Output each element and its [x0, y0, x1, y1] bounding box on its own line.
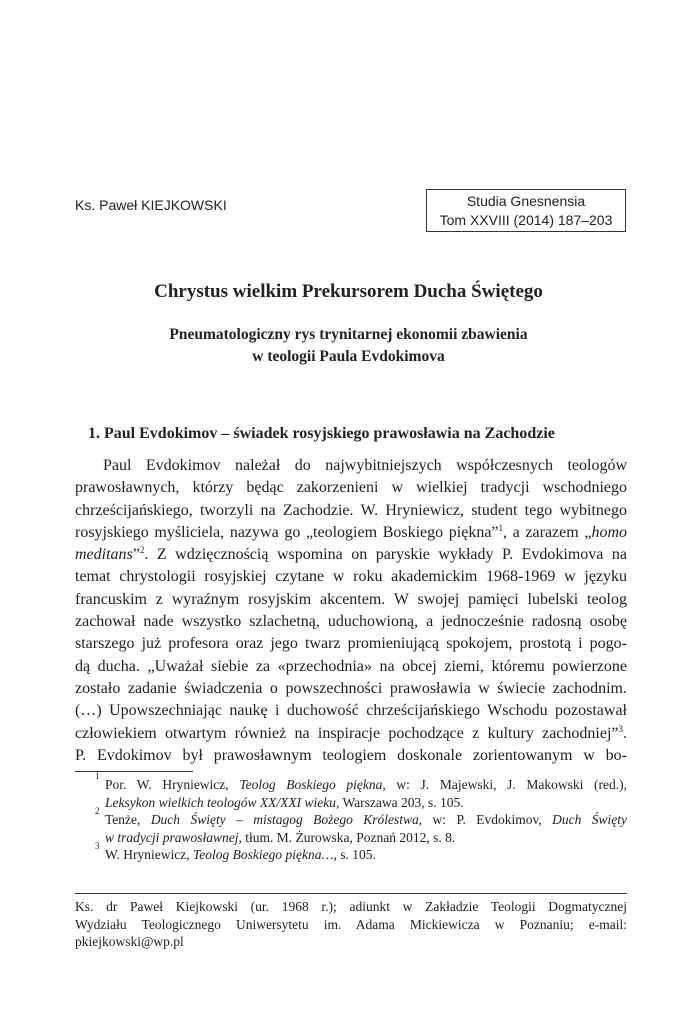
- footnote-line: [105, 846, 627, 864]
- body-line: [75, 723, 627, 745]
- body-text-run: .: [623, 724, 627, 742]
- body-line: zachował nade wszystko szlachetną, uduchowioną, a jednocześnie radosną osobę: [75, 613, 627, 631]
- footnote-line: [105, 829, 627, 847]
- footnote-separator: [75, 771, 193, 772]
- footnote-title: Teolog Boskiego piękna…: [192, 847, 334, 863]
- body-text-run: ”: [132, 546, 140, 564]
- footnote-ref[interactable]: 3: [618, 723, 623, 734]
- subtitle-line-2: w teologii Paula Evdokimova: [252, 348, 445, 365]
- affiliation-separator: [75, 893, 627, 894]
- footnote-2: 2 Tenże, Duch Święty – mistagog Bożego Królestwa, w: P. Evdokimov, Duch Święty w tradycji prawosławnej, tłum. M. Żurowska, Poznań 2012, s. 8.: [95, 806, 628, 845]
- subtitle-line-1: Pneumatologiczny rys trynitarnej ekonomii zbawienia: [169, 326, 528, 343]
- section-heading: 1. Paul Evdokimov – świadek rosyjskiego prawosławia na Zachodzie: [88, 425, 555, 442]
- body-text-run: , a zarazem „: [503, 523, 592, 541]
- footnote-title: Leksykon wielkich teologów XX/XXI wieku: [105, 794, 336, 810]
- body-text-run: . Z wdzięcznością wspomina on paryskie wykłady P. Evdokimova na: [144, 546, 627, 564]
- footnote-text: , Warszawa 203, s. 105.: [335, 794, 464, 810]
- body-line: zostało zadanie świadczenia o powszechności prawosławia w świecie zachodnim.: [75, 679, 627, 697]
- affiliation-line: Ks. dr Paweł Kiejkowski (ur. 1968 r.); adiunkt w Zakładzie Teologii Dogmatycznej: [75, 899, 627, 914]
- footnotes: [75, 771, 628, 864]
- author-email[interactable]: pkiejkowski@wp.pl: [75, 934, 184, 950]
- author-name: Ks. Paweł KIEJKOWSKI: [75, 197, 227, 213]
- body-paragraph: [75, 455, 627, 767]
- footnote-ref[interactable]: 1: [498, 522, 504, 533]
- body-text-run: rosyjskiego myśliciela, nazywa go „teologiem Boskiego piękna”: [75, 523, 499, 541]
- footnote-title: Teolog Boskiego piękna: [239, 777, 383, 792]
- body-line: [75, 522, 627, 544]
- footnote-text: Tenże,: [105, 812, 151, 828]
- footnote-text: , w: J. Majewski, J. Makowski (red.),: [382, 777, 628, 792]
- body-line: P. Evdokimov był prawosławnym teologiem doskonale zorientowanym w bo-: [75, 746, 627, 764]
- footnote-3: 3 W. Hryniewicz, Teolog Boskiego piękna…, s. 105.: [75, 846, 627, 864]
- footnote-title: Duch Święty: [552, 812, 628, 828]
- body-line: (…) Upowszechniając naukę i duchowość chrześcijańskiego Wschodu pozostawał: [75, 702, 627, 720]
- body-text-run: człowiekiem otwartym również na inspiracje pochodzące z kultury zachodniej”: [75, 724, 619, 742]
- footnote-title: w tradycji prawosławnej: [105, 829, 239, 845]
- body-line: dą ducha. „Uważał siebie za «przechodnia» na obcej ziemi, któremu powierzone: [75, 657, 627, 675]
- article-subtitle: [0, 324, 697, 368]
- body-line: temat chrystologii rosyjskiej czytane w roku akademickim 1968-1969 w języku: [75, 568, 627, 586]
- body-line: chrześcijańskiego, tworzyli na Zachodzie. W. Hryniewicz, student tego wybitnego: [75, 501, 627, 519]
- footnote-text: Por. W. Hryniewicz,: [105, 777, 240, 792]
- footnote-ref[interactable]: 2: [139, 545, 145, 556]
- author-affiliation: [75, 898, 627, 951]
- journal-volume: Tom XXVIII (2014) 187–203: [439, 212, 613, 228]
- body-line: [75, 544, 627, 566]
- footnote-text: , tłum. M. Żurowska, Poznań 2012, s. 8.: [238, 829, 456, 845]
- footnote-title: Duch Święty – mistagog Bożego Królestwa: [150, 812, 419, 828]
- body-line: Paul Evdokimov należał do najwybitniejszych współczesnych teologów: [103, 457, 627, 474]
- journal-citation-box: [426, 189, 626, 232]
- body-line: starszego już profesora oraz jego twarz promieniującą spokojem, prostotą i pogo-: [75, 635, 627, 653]
- italic-term: meditans: [75, 546, 133, 564]
- footnote-1: 1 Por. W. Hryniewicz, Teolog Boskiego piękna, w: J. Majewski, J. Makowski (red.), Leksykon wielkich teologów XX/XXI wieku, Warszawa 203, s. 105.: [95, 771, 628, 810]
- footnote-text: , s. 105.: [333, 847, 376, 863]
- footnote-text: , w: P. Evdokimov,: [418, 812, 553, 828]
- footnote-line: [105, 811, 627, 829]
- affiliation-line: Wydziału Teologicznego Uniwersytetu im. Adama Mickiewicza w Poznaniu; e-mail:: [75, 916, 627, 932]
- body-line: prawosławnych, którzy będąc zakorzenieni w wielkiej tradycji wschodniego: [75, 479, 627, 497]
- footnote-text: W. Hryniewicz,: [105, 847, 193, 863]
- italic-term: homo: [591, 523, 628, 541]
- body-line: francuskim z wyraźnym rosyjskim akcentem. W swojej pamięci lubelski teolog: [75, 590, 627, 608]
- journal-name: Studia Gnesnensia: [466, 193, 586, 209]
- article-title: Chrystus wielkim Prekursorem Ducha Świętego: [154, 281, 543, 302]
- footnote-line: [105, 776, 627, 794]
- footnote-line: [105, 794, 627, 812]
